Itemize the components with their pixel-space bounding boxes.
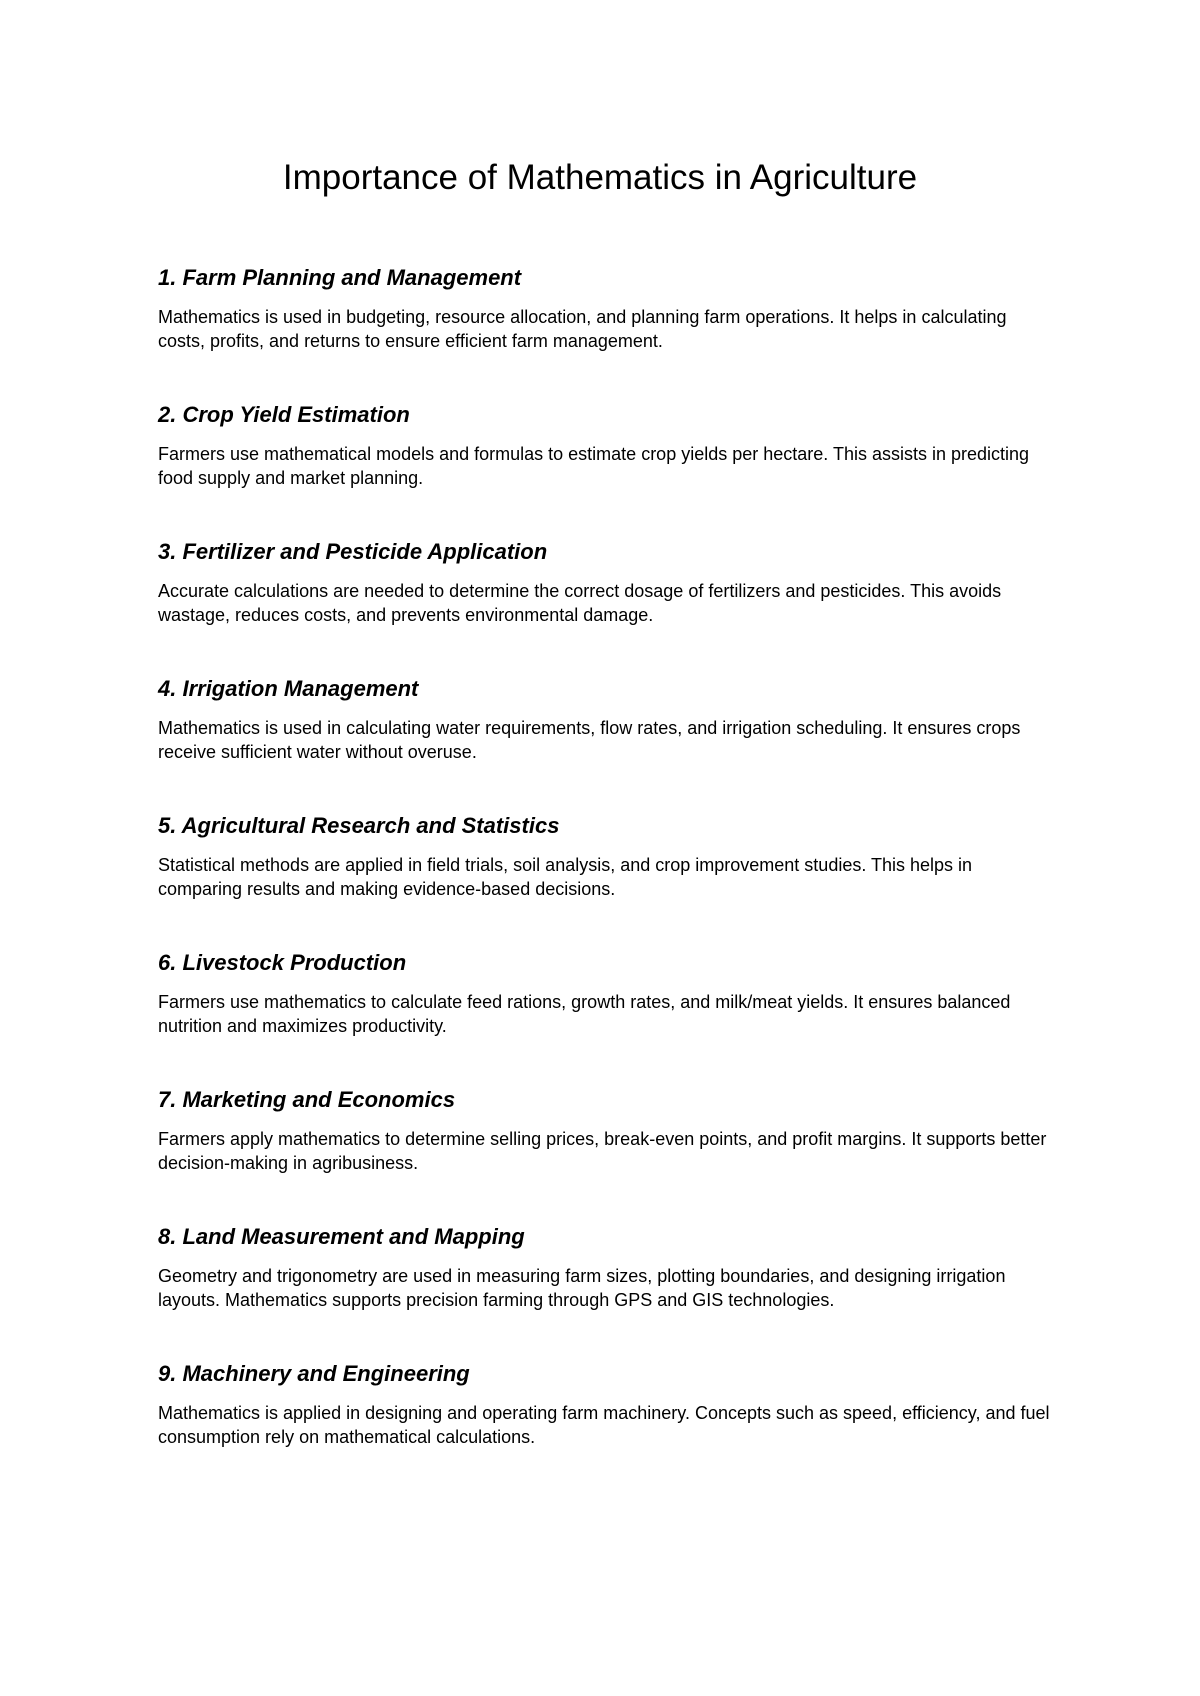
section-list [158,261,1058,1494]
section-body: Farmers use mathematical models and formulas to estimate crop yields per hectare. This assists in predicting food supply and market planning. [158,444,1030,488]
section-crop-yield [158,398,1058,535]
section-marketing [158,1083,1058,1220]
section-body: Farmers use mathematics to calculate feed rations, growth rates, and milk/meat yields. It ensures balanced nutrition and maximizes productivity. [158,992,1011,1036]
section-body: Mathematics is applied in designing and operating farm machinery. Concepts such as speed, efficiency, and fuel consumption rely on mathematical calculations. [158,1403,1050,1447]
section-body: Statistical methods are applied in field trials, soil analysis, and crop improvement studies. This helps in comparing results and making evidence-based decisions. [158,855,973,899]
section-body: Geometry and trigonometry are used in measuring farm sizes, plotting boundaries, and designing irrigation layouts. Mathematics supports precision farming through GPS and GIS technologies. [158,1266,1006,1310]
section-machinery [158,1357,1058,1494]
section-heading: 2. Crop Yield Estimation [158,402,410,427]
section-research-statistics [158,809,1058,946]
section-irrigation [158,672,1058,809]
section-heading: 1. Farm Planning and Management [158,265,522,290]
section-livestock [158,946,1058,1083]
section-body: Accurate calculations are needed to determine the correct dosage of fertilizers and pesticides. This avoids wastage, reduces costs, and prevents environmental damage. [158,581,1002,625]
section-heading: 3. Fertilizer and Pesticide Application [158,539,548,564]
section-land-measurement [158,1220,1058,1357]
section-heading: 4. Irrigation Management [158,676,419,701]
section-body: Mathematics is used in calculating water requirements, flow rates, and irrigation scheduling. It ensures crops receive sufficient water without overuse. [158,718,1021,762]
section-heading: 6. Livestock Production [158,950,407,975]
section-body: Mathematics is used in budgeting, resource allocation, and planning farm operations. It helps in calculating costs, profits, and returns to ensure efficient farm management. [158,307,1007,351]
section-heading: 5. Agricultural Research and Statistics [158,813,560,838]
page-title: Importance of Mathematics in Agriculture [282,158,918,197]
section-fertilizer [158,535,1058,672]
section-heading: 8. Land Measurement and Mapping [158,1224,525,1249]
section-farm-planning [158,261,1058,398]
section-heading: 9. Machinery and Engineering [158,1361,470,1386]
section-heading: 7. Marketing and Economics [158,1087,456,1112]
section-body: Farmers apply mathematics to determine selling prices, break-even points, and profit margins. It supports better decision-making in agribusiness. [158,1129,1047,1173]
